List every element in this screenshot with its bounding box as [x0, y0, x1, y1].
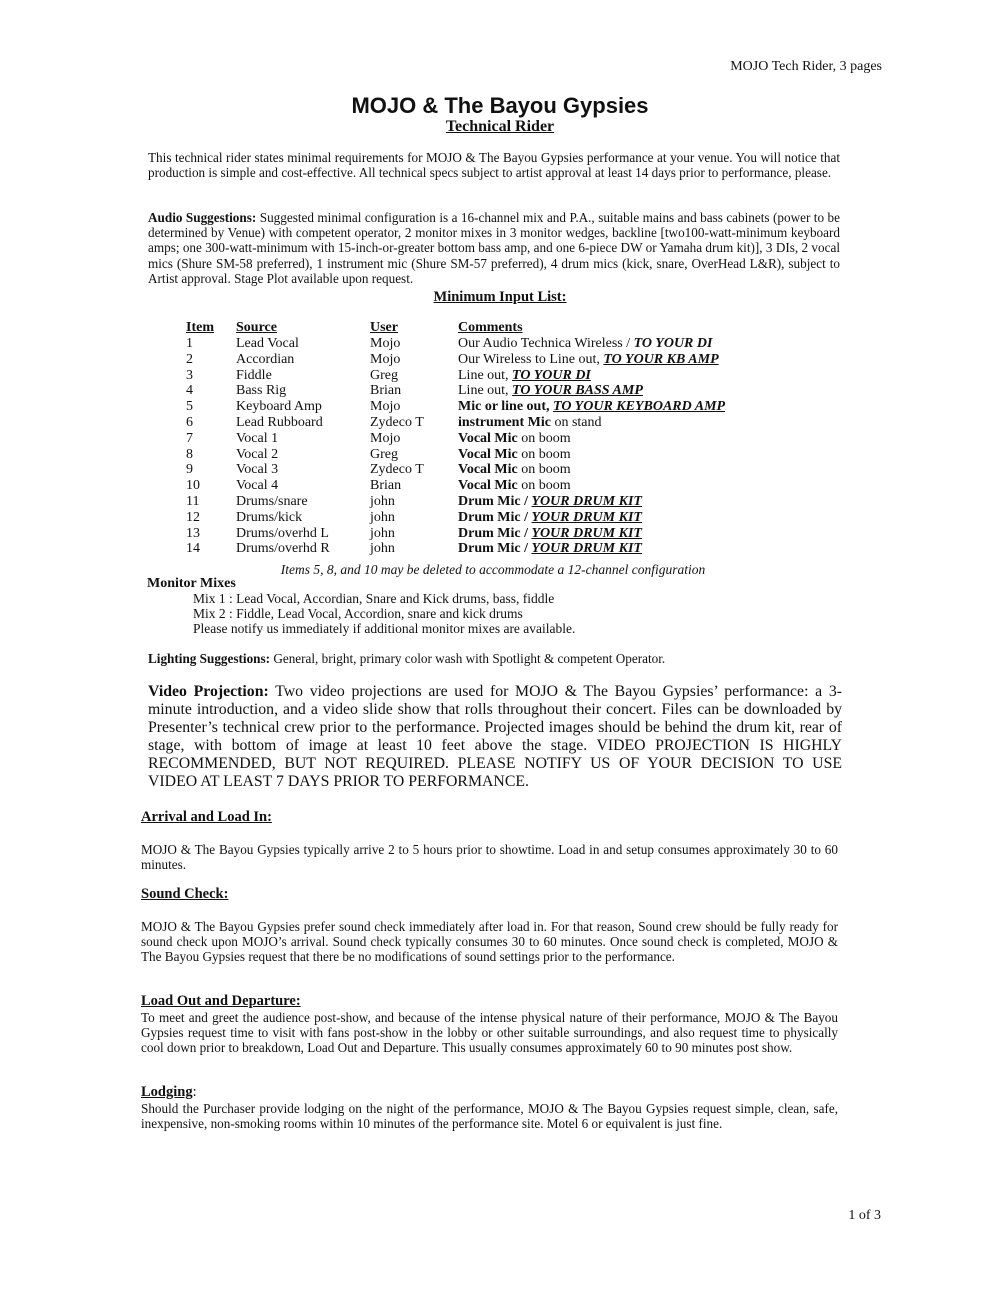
item-cell: 9 — [186, 462, 193, 478]
load-out-departure-title: Load Out and Departure: — [141, 993, 301, 1009]
video-projection-paragraph — [148, 683, 842, 791]
monitor-mix-note: Please notify us immediately if additional monitor mixes are available. — [193, 621, 576, 636]
input-list-row — [186, 510, 818, 526]
comment-text: Our Audio Technica Wireless / — [458, 336, 634, 351]
item-cell: 8 — [186, 446, 193, 462]
source-cell: Bass Rig — [236, 383, 287, 399]
source-cell: Fiddle — [236, 367, 272, 383]
comment-destination: TO YOUR DI — [633, 336, 713, 351]
comments-cell — [458, 447, 818, 463]
user-cell: Mojo — [370, 351, 401, 367]
comments-cell — [458, 494, 818, 510]
item-cell: 2 — [186, 351, 193, 367]
input-list-note: Items 5, 8, and 10 may be deleted to accommodate a 12-channel configuration — [280, 562, 706, 577]
input-list-rows — [186, 336, 818, 557]
source-cell: Vocal 1 — [236, 430, 279, 446]
comment-text: Line out, — [458, 383, 513, 399]
arrival-load-in-title: Arrival and Load In: — [141, 809, 272, 825]
user-cell: Greg — [370, 446, 398, 462]
column-header-source: Source — [236, 319, 277, 335]
comment-tail-text: on boom — [517, 478, 571, 494]
comment-destination: YOUR DRUM KIT — [531, 493, 642, 509]
input-list-row — [186, 478, 818, 494]
document-subtitle: Technical Rider — [445, 118, 555, 135]
column-header-comments: Comments — [458, 319, 523, 335]
comment-tail-text: on stand — [550, 414, 602, 430]
input-list-row — [186, 368, 818, 384]
comment-bold-text: Vocal Mic — [458, 446, 518, 462]
user-cell: john — [370, 541, 395, 557]
header-note: MOJO Tech Rider, 3 pages — [730, 59, 882, 74]
lighting-suggestions-paragraph — [148, 651, 840, 666]
user-cell: Mojo — [370, 336, 401, 351]
comment-bold-text: Vocal Mic — [458, 430, 518, 446]
lighting-suggestions-text: General, bright, primary color wash with Spotlight & competent Operator. — [273, 651, 666, 666]
user-cell: john — [370, 493, 395, 509]
source-cell: Drums/snare — [236, 493, 308, 509]
source-cell: Vocal 2 — [236, 446, 279, 462]
comment-bold-text: Drum Mic / — [458, 525, 532, 541]
lodging-colon: : — [192, 1084, 197, 1100]
user-cell: john — [370, 509, 395, 525]
item-cell: 4 — [186, 383, 193, 399]
comment-bold-text: Vocal Mic — [458, 462, 518, 478]
comment-destination: TO YOUR BASS AMP — [512, 383, 643, 399]
user-cell: Mojo — [370, 430, 401, 446]
comment-destination: YOUR DRUM KIT — [531, 525, 642, 541]
source-cell: Keyboard Amp — [236, 399, 322, 415]
comment-bold-text: Drum Mic / — [458, 541, 532, 557]
sound-check-title: Sound Check: — [141, 886, 229, 902]
comments-cell — [458, 415, 818, 431]
audio-suggestions-text: Suggested minimal configuration is a 16-channel mix and P.A., suitable mains and bass cabinets (power to be determined by Venue) with competent operator, 2 monitor mixes in 3 monitor wedges, backline [two100-watt-minimum keyboard amps; one 300-watt-minimum with 15-inch-or-greater bottom bass amp, and one 6-piece DW or Yamaha drum kit)], 3 DIs, 2 vocal mics (Shure SM-58 preferred), 1 instrument mic (Shure SM-57 preferred), 4 drum mics (kick, snare, OverHead L&R), subject to Artist approval. Stage Plot available upon request. — [148, 210, 840, 286]
source-cell: Drums/kick — [236, 509, 303, 525]
comment-text: Line out, — [458, 367, 513, 383]
item-cell: 7 — [186, 430, 193, 446]
audio-suggestions-paragraph — [148, 210, 840, 286]
arrival-load-in-text: MOJO & The Bayou Gypsies typically arrive 2 to 5 hours prior to showtime. Load in and setup consumes approximately 30 to 60 minutes. — [141, 842, 838, 873]
user-cell: Zydeco T — [370, 462, 424, 478]
source-cell: Drums/overhd R — [236, 541, 330, 557]
comments-cell — [458, 352, 818, 368]
item-cell: 14 — [186, 541, 200, 557]
comment-bold-text: Drum Mic / — [458, 509, 532, 525]
source-cell: Lead Rubboard — [236, 414, 323, 430]
input-list-row — [186, 541, 818, 557]
page-number: 1 of 3 — [848, 1208, 881, 1223]
comments-cell — [458, 336, 818, 352]
input-list-row — [186, 462, 818, 478]
lodging-heading — [141, 1084, 197, 1101]
source-cell: Vocal 4 — [236, 478, 279, 494]
source-cell: Accordian — [236, 351, 295, 367]
monitor-mix-2: Mix 2 : Fiddle, Lead Vocal, Accordion, snare and kick drums — [193, 606, 523, 621]
comment-tail-text: on boom — [517, 430, 571, 446]
item-cell: 6 — [186, 414, 193, 430]
item-cell: 12 — [186, 509, 200, 525]
input-list-row — [186, 494, 818, 510]
comments-cell — [458, 431, 818, 447]
lodging-title: Lodging — [141, 1084, 193, 1100]
item-cell: 5 — [186, 399, 193, 415]
comments-cell — [458, 383, 818, 399]
monitor-mixes-title: Monitor Mixes — [147, 576, 236, 591]
source-cell: Drums/overhd L — [236, 525, 329, 541]
comment-destination: TO YOUR DI — [512, 367, 591, 383]
monitor-mix-1: Mix 1 : Lead Vocal, Accordian, Snare and Kick drums, bass, fiddle — [193, 591, 555, 606]
comments-cell — [458, 510, 818, 526]
item-cell: 10 — [186, 478, 200, 494]
user-cell: john — [370, 525, 395, 541]
user-cell: Brian — [370, 383, 402, 399]
column-header-item: Item — [186, 319, 214, 335]
comments-cell — [458, 478, 818, 494]
input-list-header-row — [186, 319, 818, 336]
comments-cell — [458, 462, 818, 478]
input-list-row — [186, 415, 818, 431]
user-cell: Brian — [370, 478, 402, 494]
comments-cell — [458, 526, 818, 542]
sound-check-text: MOJO & The Bayou Gypsies prefer sound check immediately after load in. For that reason, Sound crew should be fully ready for sound check upon MOJO’s arrival. Sound check typically consumes 30 to 60 minutes. Once sound check is completed, MOJO & The Bayou Gypsies request that there be no modifications of sound settings prior to the performance. — [141, 919, 838, 965]
comment-bold-text: instrument Mic — [458, 414, 551, 430]
lighting-suggestions-label: Lighting Suggestions: — [148, 651, 271, 666]
comment-tail-text: on boom — [517, 446, 571, 462]
input-list-title: Minimum Input List: — [433, 289, 567, 305]
comments-cell — [458, 541, 818, 557]
column-header-user: User — [370, 319, 398, 335]
input-list-row — [186, 352, 818, 368]
comments-cell — [458, 399, 818, 415]
comment-tail-text: on boom — [517, 462, 571, 478]
video-projection-text: Two video projections are used for MOJO & The Bayou Gypsies’ performance: a 3-minute introduction, and a video slide show that rolls throughout their concert. Files can be downloaded by Presenter’s technical crew prior to the performance. Projected images should be behind the drum kit, rear of stage, with bottom of image at least 10 feet above the stage. VIDEO PROJECTION IS HIGHLY RECOMMENDED, BUT NOT REQUIRED. PLEASE NOTIFY US OF YOUR DECISION TO USE VIDEO AT LEAST 7 DAYS PRIOR TO PERFORMANCE. — [148, 683, 842, 790]
user-cell: Greg — [370, 367, 398, 383]
comment-bold-text: Mic or line out, — [458, 399, 554, 415]
item-cell: 11 — [186, 493, 200, 509]
comments-cell — [458, 368, 818, 384]
comment-destination: YOUR DRUM KIT — [531, 509, 642, 525]
input-list-row — [186, 447, 818, 463]
input-list-row — [186, 431, 818, 447]
source-cell: Lead Vocal — [236, 336, 299, 351]
item-cell: 3 — [186, 367, 193, 383]
load-out-departure-text: To meet and greet the audience post-show, and because of the intense physical nature of their performance, MOJO & The Bayou Gypsies request time to visit with fans post-show in the lobby or other suitable surroundings, and also request time to physically cool down prior to breakdown, Load Out and Departure. This usually consumes approximately 60 to 90 minutes post show. — [141, 1010, 838, 1056]
input-list-row — [186, 336, 818, 352]
comment-bold-text: Drum Mic / — [458, 493, 532, 509]
user-cell: Mojo — [370, 399, 401, 415]
video-projection-label: Video Projection: — [148, 683, 269, 700]
lodging-text: Should the Purchaser provide lodging on the night of the performance, MOJO & The Bayou Gypsies request simple, clean, safe, inexpensive, non-smoking rooms within 10 minutes of the performance site. Motel 6 or equivalent is just fine. — [141, 1101, 838, 1132]
item-cell: 1 — [186, 336, 193, 351]
comment-destination: YOUR DRUM KIT — [531, 541, 642, 557]
source-cell: Vocal 3 — [236, 462, 279, 478]
comment-destination: TO YOUR KB AMP — [603, 351, 719, 367]
input-list-table — [186, 319, 818, 557]
comment-destination: TO YOUR KEYBOARD AMP — [553, 399, 726, 415]
input-list-row — [186, 526, 818, 542]
item-cell: 13 — [186, 525, 200, 541]
audio-suggestions-label: Audio Suggestions: — [148, 210, 257, 225]
input-list-row — [186, 383, 818, 399]
user-cell: Zydeco T — [370, 414, 424, 430]
input-list-row — [186, 399, 818, 415]
document-title: MOJO & The Bayou Gypsies — [351, 93, 649, 118]
comment-bold-text: Vocal Mic — [458, 478, 518, 494]
comment-text: Our Wireless to Line out, — [458, 351, 604, 367]
intro-paragraph: This technical rider states minimal requirements for MOJO & The Bayou Gypsies performance at your venue. You will notice that production is simple and cost-effective. All technical specs subject to artist approval at least 14 days prior to performance, please. — [148, 150, 840, 181]
